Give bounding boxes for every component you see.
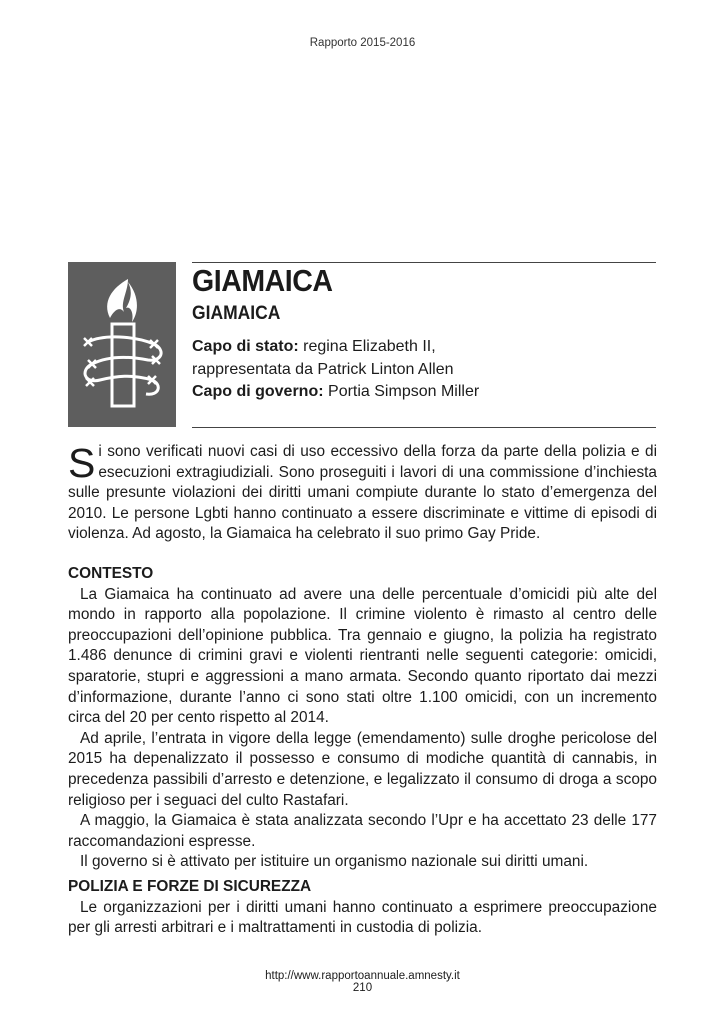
head-of-government-line — [192, 381, 479, 404]
section-heading: POLIZIA E FORZE DI SICUREZZA — [68, 878, 312, 895]
amnesty-candle-icon — [68, 262, 176, 427]
country-title: GIAMAICA — [192, 263, 333, 298]
paragraph: Le organizzazioni per i diritti umani hanno continuato a esprimere preoccupazione per gli arresti arbitrari e i maltrattamenti in custodia di polizia. — [68, 898, 657, 937]
running-header: Rapporto 2015-2016 — [309, 37, 416, 49]
header-rule-bottom — [192, 427, 656, 428]
paragraph: Il governo si è attivato per istituire un organismo nazionale sui diritti umani. — [80, 853, 589, 871]
head-of-state-line — [192, 336, 479, 359]
intro-text: i sono verificati nuovi casi di uso eccessivo della forza da parte della polizia e di esecuzioni extragiudiziali. Sono proseguiti i lavori di una commissione d’inchiesta sulle presunte violazioni dei diritti umani compiute durante lo stato d’emergenza del 2010. Le persone Lgbti hanno continuato a essere discriminate e vittime di episodi di violenza. Ad agosto, la Giamaica ha celebrato il suo primo Gay Pride. — [68, 443, 657, 543]
section-heading: CONTESTO — [68, 565, 154, 582]
section-contesto — [68, 564, 657, 873]
head-of-state-value-cont: rappresentata da Patrick Linton Allen — [192, 360, 454, 378]
section-polizia — [68, 877, 657, 939]
head-of-state-value: regina Elizabeth II, — [303, 338, 436, 355]
country-info — [192, 336, 479, 404]
head-of-state-label: Capo di stato: — [192, 338, 299, 355]
amnesty-logo — [68, 262, 176, 427]
paragraph: La Giamaica ha continuato ad avere una delle percentuale d’omicidi più alte del mondo in rapporto alla popolazione. Il crimine violento è rimasto al centro delle preoccupazioni dell’opinione pubblica. Tra gennaio e giugno, la polizia ha registrato 1.486 denunce di crimini gravi e violenti rientranti nelle seguenti categorie: omicidi, sparatorie, stupri e aggressioni a mano armata. Secondo quanto riportato dai mezzi d’informazione, durante l’anno ci sono stati oltre 1.100 omicidi, con un incremento circa del 20 per cento rispetto al 2014. — [68, 585, 657, 727]
paragraph: A maggio, la Giamaica è stata analizzata secondo l’Upr e ha accettato 23 delle 177 raccomandazioni espresse. — [68, 812, 657, 850]
page-number: 210 — [352, 982, 373, 994]
head-of-government-value: Portia Simpson Miller — [328, 383, 480, 400]
paragraph: Ad aprile, l’entrata in vigore della legge (emendamento) sulle droghe pericolose del 2015 ha depenalizzato il possesso e consumo di modiche quantità di cannabis, in precedenza passibili d’arresto e detenzione, e legalizzato il consumo di droga a scopo religioso per i seguaci del culto Rastafari. — [68, 729, 657, 809]
footer-url[interactable]: http://www.rapportoannuale.amnesty.it — [265, 970, 460, 982]
intro-paragraph — [68, 442, 657, 545]
head-of-government-label: Capo di governo: — [192, 383, 324, 400]
country-subtitle: GIAMAICA — [192, 303, 281, 324]
drop-cap: S — [68, 440, 96, 486]
